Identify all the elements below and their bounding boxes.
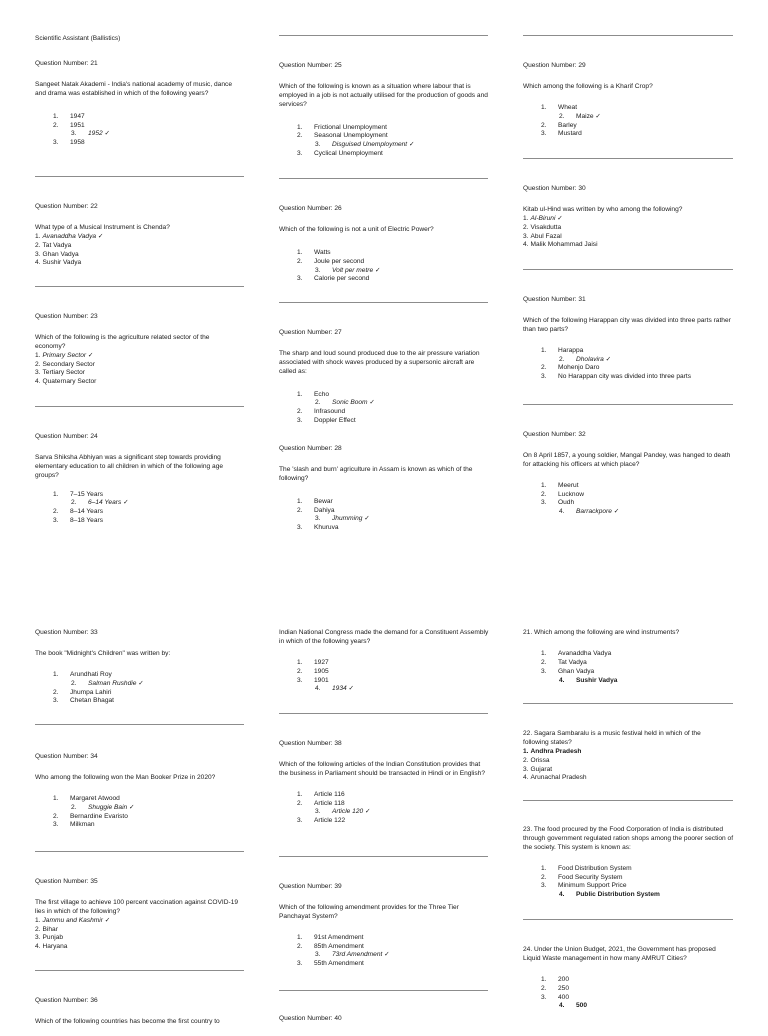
- question-text: Which of the following is known as a situation where labour that is employed in a job is not actually utilised for the production of goods and services?: [279, 82, 488, 108]
- option: 1. Echo: [297, 390, 330, 398]
- question-text: Sangeet Natak Akademi - India's national academy of music, dance and drama was established in which of the following years?: [35, 80, 232, 97]
- question-30: [523, 185, 735, 250]
- question-29: [523, 62, 735, 139]
- option: 2. Food Security System: [541, 873, 623, 881]
- divider: [523, 919, 733, 920]
- option: 1. Article 116: [297, 790, 345, 798]
- question-r23: [523, 826, 735, 900]
- option-correct: 3. 1952 ✓: [71, 130, 111, 138]
- option-correct: 2. Salman Rushdie ✓: [71, 679, 144, 687]
- option: 2. Seasonal Unemployment: [297, 132, 388, 140]
- option: 4. Haryana: [35, 943, 68, 951]
- question-text: The book "Midnight's Children" was written by:: [35, 649, 171, 657]
- divider: [523, 158, 733, 159]
- question-number: Question Number: 34: [35, 753, 98, 760]
- option-correct: 1. Primary Sector ✓: [35, 351, 94, 359]
- option: 1. Watts: [297, 248, 331, 256]
- divider: [279, 178, 488, 179]
- question-39: [279, 883, 489, 969]
- option: 1. Arundhati Roy: [53, 670, 112, 678]
- option: 1. Avanaddha Vadya: [541, 649, 612, 657]
- option: 1. Margaret Atwood: [53, 794, 120, 802]
- question-text: The sharp and loud sound produced due to the air pressure variation associated with shock waves produced by a supersonic aircraft are called as:: [279, 349, 480, 375]
- question-34: [35, 753, 240, 830]
- option-correct: 4. Public Distribution System: [559, 891, 660, 899]
- question-text: The first village to achieve 100 percent vaccination against COVID-19 lies in which of the following?: [35, 898, 239, 915]
- question-number: Question Number: 30: [523, 185, 586, 192]
- question-text: 22. Sagara Sambaralu is a music festival held in which of the following states?: [523, 730, 701, 746]
- question-27: [279, 329, 489, 426]
- question-r22: [523, 730, 728, 783]
- option-correct: 1. Andhra Pradesh: [523, 747, 582, 755]
- option: 1. Frictional Unemployment: [297, 123, 387, 131]
- divider: [279, 990, 488, 991]
- option: 3. Minimum Support Price: [541, 882, 627, 890]
- question-text: Which of the following Harappan city was divided into three parts rather than two parts?: [523, 316, 731, 333]
- option: 2. Tat Vadya: [541, 658, 587, 666]
- option-correct: 3. Article 120 ✓: [315, 808, 371, 816]
- option: 3. Chetan Bhagat: [53, 697, 114, 705]
- question-25: [279, 62, 489, 159]
- divider: [35, 970, 244, 971]
- divider: [279, 35, 488, 36]
- question-37: [279, 629, 489, 694]
- divider: [35, 176, 244, 177]
- option-correct: 3. Disguised Unemployment ✓: [315, 141, 415, 149]
- option: 1. 7–15 Years: [53, 490, 104, 498]
- divider: [35, 406, 244, 407]
- option: 2. Tat Vadya: [35, 241, 72, 249]
- option: 3. Abul Fazal: [523, 232, 562, 240]
- option: 3. Tertiary Sector: [35, 369, 86, 377]
- option: 2. Infrasound: [297, 408, 346, 416]
- option: 2. Joule per second: [297, 257, 365, 265]
- question-text: Who among the following won the Man Booker Prize in 2020?: [35, 773, 216, 781]
- divider: [279, 856, 488, 857]
- option: 3. 8–18 Years: [53, 517, 104, 525]
- question-number: Question Number: 36: [35, 997, 98, 1004]
- option: 3. Oudh: [541, 499, 575, 507]
- question-38: [279, 740, 489, 826]
- option: 2. Visakdutta: [523, 223, 562, 231]
- option-correct: 4. Barrackpore ✓: [559, 508, 620, 516]
- option: 2. 1905: [297, 667, 329, 675]
- question-number: Question Number: 23: [35, 313, 98, 320]
- question-text: Which of the following is not a unit of Electric Power?: [279, 225, 434, 233]
- question-number: Question Number: 22: [35, 203, 98, 210]
- option: 1. Meerut: [541, 481, 579, 489]
- question-33: [35, 629, 240, 706]
- option-correct: 1. Avanaddha Vadya ✓: [35, 232, 104, 240]
- option: 2. Article 118: [297, 799, 345, 807]
- question-number: Question Number: 28: [279, 445, 342, 452]
- question-number: Question Number: 25: [279, 62, 342, 69]
- divider: [523, 269, 733, 270]
- divider: [523, 703, 733, 704]
- question-number: Question Number: 21: [35, 60, 98, 67]
- question-number: Question Number: 27: [279, 329, 342, 336]
- question-number: Question Number: 39: [279, 883, 342, 890]
- question-number: Question Number: 35: [35, 878, 98, 885]
- question-31: [523, 296, 735, 382]
- question-text: 21. Which among the following are wind instruments?: [523, 629, 680, 636]
- option-correct: 2. Maize ✓: [559, 112, 601, 120]
- question-r24: [523, 946, 735, 1011]
- option: 2. 85th Amendment: [297, 942, 364, 950]
- option: 4. Sushir Vadya: [35, 259, 82, 267]
- question-number: Question Number: 40: [279, 1015, 342, 1022]
- option: 3. Milkman: [53, 821, 95, 829]
- divider: [35, 851, 244, 852]
- option: 2. 1951: [53, 121, 85, 129]
- option: 3. Cyclical Unemployment: [297, 150, 383, 158]
- question-number: Question Number: 26: [279, 205, 342, 212]
- question-26: [279, 205, 489, 284]
- question-r21: [523, 629, 735, 685]
- question-text: Which of the following countries has become the first country to: [35, 1017, 220, 1025]
- question-text: Which among the following is a Kharif Crop?: [523, 82, 653, 90]
- divider: [523, 35, 733, 36]
- option: 3. Doppler Effect: [297, 417, 356, 425]
- option: 3. Ghan Vadya: [541, 667, 595, 675]
- question-number: Question Number: 38: [279, 740, 342, 747]
- option: 2. Dahiya: [297, 506, 335, 514]
- question-28: [279, 445, 489, 533]
- option: 1. 1927: [297, 658, 329, 666]
- question-text: Which of the following articles of the Indian Constitution provides that the business in Parliament should be transacted in Hindi or in English?: [279, 760, 485, 777]
- option-correct: 4. 500: [559, 1002, 588, 1010]
- divider: [523, 404, 733, 405]
- option-correct: 3. Volt per metre ✓: [315, 266, 381, 274]
- divider: [279, 302, 488, 303]
- question-21: [35, 60, 240, 148]
- divider: [523, 800, 733, 801]
- option: 3. Gujarat: [523, 765, 553, 773]
- option: 2. Lucknow: [541, 490, 585, 498]
- option: 4. Quaternary Sector: [35, 378, 97, 386]
- question-40: [279, 1015, 489, 1036]
- question-number: Question Number: 33: [35, 629, 98, 636]
- question-text: Kitab ul-Hind was written by who among the following?: [523, 205, 683, 213]
- option: 3. Mustard: [541, 130, 582, 138]
- option: 4. Arunachal Pradesh: [523, 774, 587, 782]
- option: 1. Food Distribution System: [541, 864, 632, 872]
- question-text: Indian National Congress made the demand for a Constituent Assembly in which of the following years?: [279, 629, 489, 645]
- option: 1. Bewar: [297, 497, 333, 505]
- divider: [279, 713, 488, 714]
- question-number: Question Number: 31: [523, 296, 586, 303]
- option: 3. Calorie per second: [297, 275, 370, 283]
- option: 2. Secondary Sector: [35, 360, 95, 368]
- option-correct: 4. Sushir Vadya: [559, 676, 618, 684]
- question-35: [35, 878, 240, 952]
- option: 3. 55th Amendment: [297, 960, 364, 968]
- option-correct: 3. Jhumming ✓: [315, 515, 370, 523]
- option: 3. Punjab: [35, 934, 64, 942]
- option: 1. Wheat: [541, 103, 578, 111]
- option: 2. 250: [541, 984, 570, 992]
- question-text: The 'slash and burn' agriculture in Assam is known as which of the following?: [279, 465, 473, 482]
- page-header: Scientific Assistant (Ballistics): [35, 35, 121, 42]
- option: 2. Bihar: [35, 925, 58, 933]
- question-text: Which of the following amendment provides for the Three Tier Panchayat System?: [279, 903, 459, 920]
- option: 1. 1947: [53, 112, 85, 120]
- question-text: 23. The food procured by the Food Corporation of India is distributed through government regulated ration shops among the poorer section of the society. This system is known as:: [523, 826, 734, 851]
- option: 2. 8–14 Years: [53, 508, 104, 516]
- option: 2. Orissa: [523, 756, 550, 764]
- option-correct: 2. Shuggie Bain ✓: [71, 803, 135, 811]
- option: 1. 200: [541, 975, 570, 983]
- question-text: 24. Under the Union Budget, 2021, the Government has proposed Liquid Waste management in how many AMRUT Cities?: [523, 946, 716, 962]
- question-32: [523, 431, 735, 517]
- option-correct: 4. 1934 ✓: [315, 685, 355, 693]
- option: 2. Bernardine Evaristo: [53, 812, 128, 820]
- option: 1. Harappa: [541, 346, 584, 354]
- question-36: [35, 997, 250, 1027]
- question-text: Which of the following is the agriculture related sector of the economy?: [35, 333, 210, 350]
- option: 3. No Harappan city was divided into three parts: [541, 373, 692, 381]
- option-correct: 1. Jammu and Kashmir ✓: [35, 916, 111, 924]
- question-text: Sarva Shiksha Abhiyan was a significant step towards providing elementary education to all children in which of the following age groups?: [35, 453, 224, 479]
- divider: [35, 724, 244, 725]
- option: 3. Article 122: [297, 817, 346, 825]
- question-23: [35, 313, 240, 387]
- option: 1. 91st Amendment: [297, 933, 364, 941]
- option-correct: 2. Dholavira ✓: [559, 355, 612, 363]
- question-24: [35, 433, 240, 526]
- question-number: Question Number: 32: [523, 431, 586, 438]
- question-number: Question Number: 24: [35, 433, 98, 440]
- question-text: What type of a Musical Instrument is Chenda?: [35, 223, 170, 231]
- option: 4. Malik Mohammad Jaisi: [523, 241, 598, 249]
- question-22: [35, 203, 240, 268]
- option: 2. Mohenjo Daro: [541, 364, 600, 372]
- option-correct: 3. 73rd Amendment ✓: [315, 951, 390, 959]
- option: 3. 400: [541, 993, 570, 1001]
- option-correct: 1. Al-Biruni ✓: [523, 214, 563, 222]
- option: 3. 1901: [297, 676, 329, 684]
- divider: [35, 286, 244, 287]
- question-text: On 8 April 1857, a young soldier, Mangal Pandey, was hanged to death for attacking his officers at which place?: [523, 451, 731, 468]
- option: 3. 1958: [53, 139, 85, 147]
- option: 2. Jhumpa Lahiri: [53, 688, 112, 696]
- option-correct: 2. Sonic Boom ✓: [315, 399, 375, 407]
- option: 3. Ghan Vadya: [35, 250, 79, 258]
- option-correct: 2. 6–14 Years ✓: [71, 499, 129, 507]
- question-number: Question Number: 29: [523, 62, 586, 69]
- option: 2. Barley: [541, 121, 577, 129]
- option: 3. Khuruva: [297, 524, 339, 532]
